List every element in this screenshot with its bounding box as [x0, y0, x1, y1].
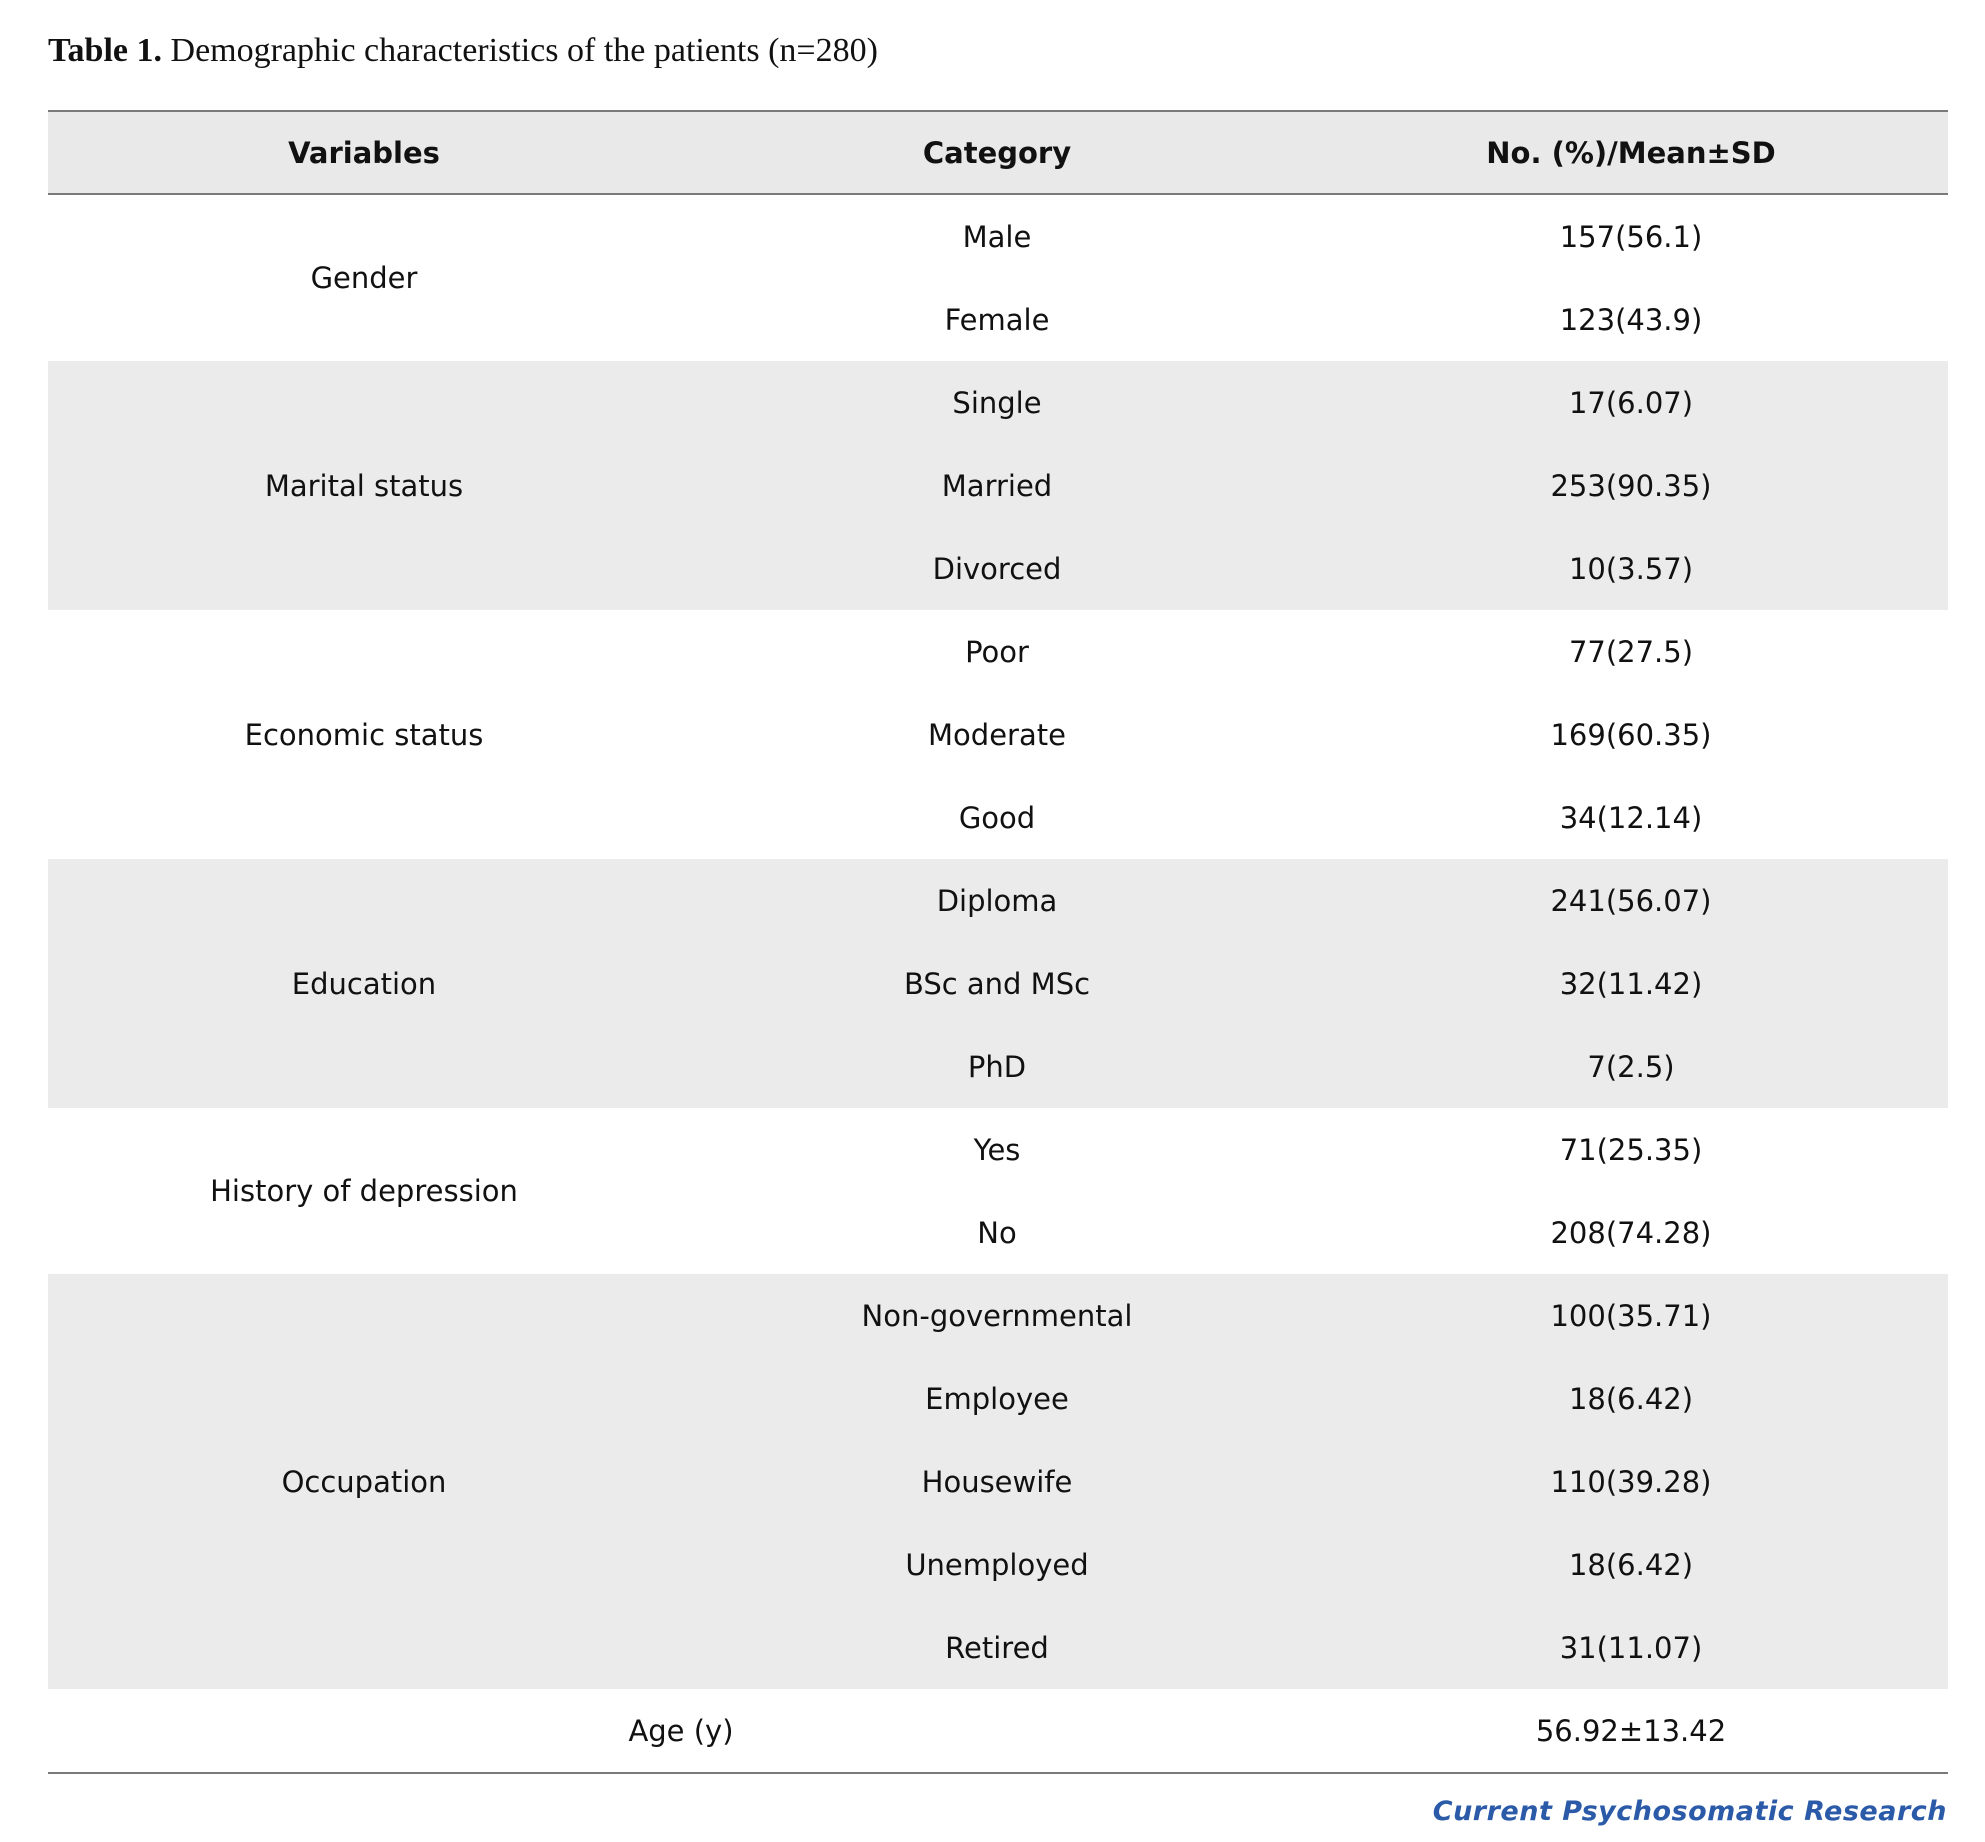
- category-cell: No: [977, 1215, 1017, 1250]
- category-cell: Good: [958, 800, 1036, 835]
- category-cell: Married: [680, 444, 1314, 527]
- variable-cell: Occupation: [48, 1274, 680, 1689]
- demographics-table: [48, 110, 1948, 1774]
- variable-cell: Economic status: [244, 717, 484, 752]
- group-history-of-depression: [48, 1108, 1948, 1274]
- group-economic-status: [48, 610, 1948, 859]
- value-cell: 71(25.35): [1559, 1132, 1703, 1167]
- value-cell: 123(43.9): [1559, 302, 1703, 337]
- value-cell: 31(11.07): [1314, 1606, 1948, 1689]
- value-cell: 18(6.42): [1314, 1357, 1948, 1440]
- variable-cell: Marital status: [48, 361, 680, 610]
- category-cell: Divorced: [680, 527, 1314, 610]
- category-cell: PhD: [680, 1025, 1314, 1108]
- age-label-cell: Age (y): [48, 1689, 1314, 1773]
- value-cell: 208(74.28): [1550, 1215, 1712, 1250]
- journal-logo: Current Psychosomatic Research: [1432, 1796, 1947, 1827]
- header-row: [48, 111, 1948, 194]
- value-cell: 253(90.35): [1314, 444, 1948, 527]
- category-cell: Yes: [973, 1132, 1021, 1167]
- age-value-cell: 56.92±13.42: [1314, 1689, 1948, 1773]
- category-cell: Diploma: [680, 859, 1314, 942]
- variable-cell: Education: [48, 859, 680, 1108]
- value-cell: 34(12.14): [1559, 800, 1703, 835]
- category-cell: Unemployed: [680, 1523, 1314, 1606]
- table-row: [48, 194, 1948, 278]
- value-cell: 110(39.28): [1314, 1440, 1948, 1523]
- caption-label: Table 1.: [48, 32, 163, 69]
- group-education: [48, 859, 1948, 1108]
- header-category: Category: [680, 111, 1314, 194]
- category-cell: BSc and MSc: [680, 942, 1314, 1025]
- table-row: [48, 361, 1948, 444]
- group-age: [48, 1689, 1948, 1773]
- group-marital-status: [48, 361, 1948, 610]
- table-container: [48, 110, 1948, 1774]
- category-cell: Employee: [680, 1357, 1314, 1440]
- category-cell: Retired: [680, 1606, 1314, 1689]
- group-occupation: [48, 1274, 1948, 1689]
- category-cell: Single: [680, 361, 1314, 444]
- category-cell: Poor: [965, 634, 1029, 669]
- value-cell: 169(60.35): [1550, 717, 1712, 752]
- table-row: [48, 610, 1948, 693]
- category-cell: Moderate: [928, 717, 1066, 752]
- table-row: [48, 1689, 1948, 1773]
- table-row: [48, 1108, 1948, 1191]
- table-caption: [48, 32, 878, 70]
- category-cell: Housewife: [680, 1440, 1314, 1523]
- variable-cell: Gender: [310, 261, 418, 295]
- header-value: No. (%)/Mean±SD: [1314, 111, 1948, 194]
- value-cell: 241(56.07): [1314, 859, 1948, 942]
- value-cell: 32(11.42): [1314, 942, 1948, 1025]
- caption-text: Demographic characteristics of the patients (n=280): [162, 32, 878, 69]
- header-variables: Variables: [48, 111, 680, 194]
- value-cell: 100(35.71): [1314, 1274, 1948, 1357]
- value-cell: 157(56.1): [1559, 219, 1703, 254]
- category-cell: Male: [962, 219, 1032, 254]
- value-cell: 10(3.57): [1314, 527, 1948, 610]
- value-cell: 17(6.07): [1314, 361, 1948, 444]
- category-cell: Non-governmental: [680, 1274, 1314, 1357]
- category-cell: Female: [944, 302, 1050, 337]
- group-gender: [48, 194, 1948, 361]
- table-row: [48, 859, 1948, 942]
- table-header: [48, 111, 1948, 194]
- value-cell: 7(2.5): [1314, 1025, 1948, 1108]
- value-cell: 77(27.5): [1568, 634, 1694, 669]
- variable-cell: History of depression: [210, 1174, 518, 1208]
- value-cell: 18(6.42): [1314, 1523, 1948, 1606]
- table-row: [48, 1274, 1948, 1357]
